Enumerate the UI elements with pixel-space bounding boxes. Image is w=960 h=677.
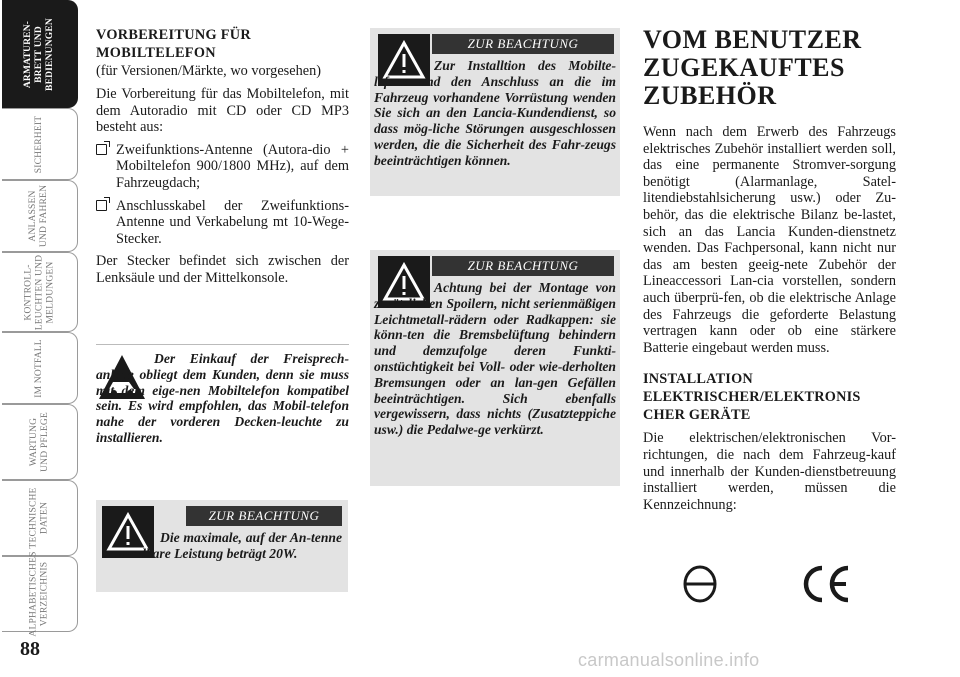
tab-kontrollleuchten[interactable]: KONTROLL- LEUCHTEN UND MELDUNGEN [2,252,78,332]
e-mark-icon [680,562,720,606]
watermark: carmanualsonline.info [578,650,760,670]
certification-marks [680,560,860,610]
tab-technische-daten[interactable]: TECHNISCHE DATEN [2,480,78,556]
connector-paragraph: Der Stecker befindet sich zwischen der Lenksäule und der Mittelkonsole. [96,253,349,286]
list-item: Zweifunktions-Antenne (Autora-dio + Mobiltelefon 900/1800 MHz), auf dem Fahrzeugdach; [96,142,349,192]
tab-notfall[interactable]: IM NOTFALL [2,332,78,404]
tab-wartung[interactable]: WARTUNG UND PFLEGE [2,404,78,480]
tab-sicherheit[interactable]: SICHERHEIT [2,108,78,180]
install-paragraph: Die elektrischen/elektronischen Vor-richtungen, die nach dem Fahrzeug-kauf und innerhalb der Kunden-dienstbetreuung installiert werden, müssen die Kennzeichnung: [643,430,896,513]
section-subheading: INSTALLATION ELEKTRISCHER/ELEKTRONIS CHER GERÄTE [643,371,861,424]
tip-text: Der Einkauf der Freisprech-anlage obliegt dem Kunden, denn sie muss mit dem eige-nen Mobiltelefon kompatibel sein. Es wird empfohlen, das Mobil-telefon nahe der vorderen Decken-leuchte zu installieren. [96,351,349,445]
tab-anlassen[interactable]: ANLASSEN UND FAHREN [2,180,78,252]
bullet-list [96,142,349,248]
intro-paragraph: Die Vorbereitung für das Mobiltelefon, mit dem Autoradio mit CD oder CD MP3 besteht aus: [96,86,349,136]
warning-text: Achtung bei der Montage von zusätzlichen Spoilern, nicht serienmäßigen Leichtmetall-rädern oder Radkappen: sie könn-ten die Bremsbelüftung behindern und demzufolge deren Funkti-onstüchtigkeit bei Voll- oder wie-derholten Bremsungen oder an lan-gen Gefällen beeinträchtigen. Sich ebenfalls vergewissern, dass nichts (Zusatzteppiche usw.) die Pedalwe-ge verkürzt. [374,280,616,438]
column-zubehoer [643,26,896,513]
page-title: VOM BENUTZER ZUGEKAUFTES ZUBEHÖR [643,25,862,110]
page-number: 88 [20,638,40,660]
warning-header: ZUR BEACHTUNG [186,506,342,526]
tab-verzeichnis[interactable]: ALPHABETISCHES VERZEICHNIS [2,556,78,632]
intro-paragraph: Wenn nach dem Erwerb des Fahrzeugs elektrisches Zubehör installiert werden soll, das eine permanente Stromver-sorgung benötigt (Alarmanlage, Satel-litendiebstahlsicherung usw.) oder Zu-behör, das die elektrische Bilanz be-lastet, sich an das Lancia Kunden-dienstnetz wenden. Das Fachpersonal, kann nicht nur das am besten geeig-nete Zubehör der Lineaccessori Lan-cia vorstellen, sondern auch überprü-fen, ob die elektrische Anlage des Fahrzeugs die geforderte Belastung vertragen kann oder ob eine stärkere Batterie eingebaut werden muss. [643,124,896,356]
section-subheading: (für Versionen/Märkte, wo vorgesehen) [96,63,321,79]
tab-armaturenbrett[interactable]: ARMATUREN- BRETT UND BEDIENUNGEN [2,0,78,108]
warning-header: ZUR BEACHTUNG [432,34,614,54]
warning-box-spoiler [370,250,620,486]
warning-text: Die maximale, auf der An-tenne anwendbare Leistung beträgt 20W. [102,530,342,561]
ce-mark-icon [798,562,854,606]
tip-note [96,344,349,478]
warning-header: ZUR BEACHTUNG [432,256,614,276]
column-mobiltelefon [96,26,349,287]
section-heading: VORBEREITUNG FÜR MOBILTELEFON [96,27,252,61]
chapter-tabs [0,0,78,640]
checkbox-bullet-icon [96,144,107,155]
warning-text: Zur Installtion des Mobilte-lefons und den Anschluss an die im Fahrzeug vorhandene Vorrüstung wenden Sie sich an den Lancia-Kundendienst, so dass mög-liche Störungen ausgeschlossen werden, die die Sicherheit des Fahr-zeugs beeinträchtigen können. [374,58,616,168]
warning-box-power [96,500,348,592]
checkbox-bullet-icon [96,200,107,211]
list-item: Anschlusskabel der Zweifunktions-Antenne und Verkabelung mt 10-Wege-Stecker. [96,198,349,248]
warning-box-installation [370,28,620,196]
